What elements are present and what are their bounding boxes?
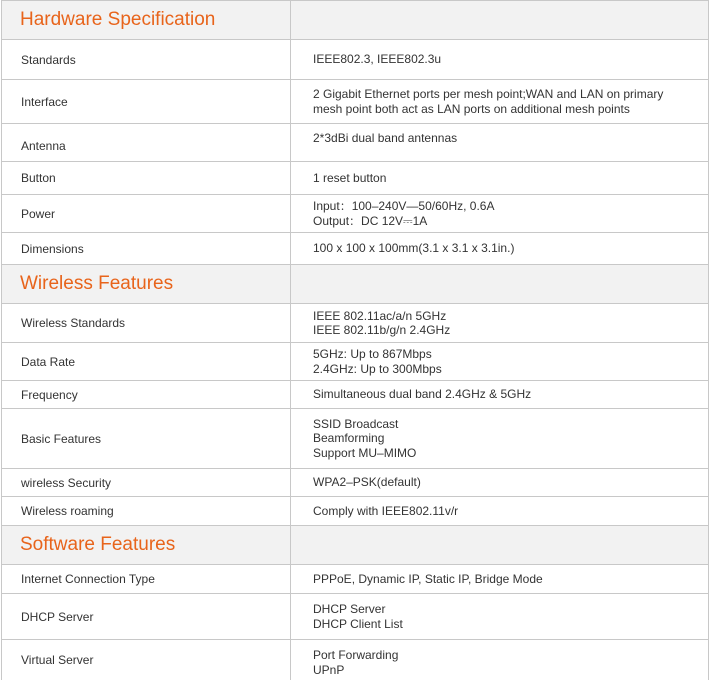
spec-value-line: IEEE 802.11ac/a/n 5GHz [313, 308, 447, 323]
spec-value-line: Support MU–MIMO [313, 445, 417, 460]
spec-value-line: IEEE 802.11b/g/n 2.4GHz [313, 323, 451, 337]
spec-label: Power [2, 195, 291, 232]
spec-row-wireless-standards [1, 304, 709, 343]
spec-label: DHCP Server [2, 594, 291, 639]
spec-value-line: Output：DC 12V⎓1A [313, 213, 428, 228]
spec-label: Interface [2, 80, 291, 123]
section-title: Software Features [2, 526, 291, 564]
section-header-hardware [1, 0, 709, 40]
spec-label: Internet Connection Type [2, 565, 291, 593]
spec-row-dhcp-server [1, 594, 709, 640]
spec-value-line: UPnP [313, 662, 345, 677]
spec-value [291, 124, 708, 161]
spec-label: Dimensions [2, 233, 291, 264]
spec-value-line: 2*3dBi dual band antennas [313, 131, 458, 146]
spec-row-wireless-security [1, 469, 709, 497]
section-header-software [1, 526, 709, 565]
section-blank [291, 1, 708, 39]
spec-label: wireless Security [2, 469, 291, 496]
spec-row-button [1, 162, 709, 195]
spec-label: Wireless Standards [2, 304, 291, 342]
spec-row-virtual-server [1, 640, 709, 680]
spec-value-line: DHCP Client List [313, 616, 403, 631]
spec-value-line: Input：100–240V—50/60Hz, 0.6A [313, 199, 495, 213]
spec-value-line: DHCP Server [313, 602, 386, 616]
spec-value-line: Comply with IEEE802.11v/r [313, 503, 459, 518]
spec-value [291, 233, 708, 264]
spec-value [291, 343, 708, 380]
spec-value [291, 80, 708, 123]
spec-value-line: WPA2–PSK(default) [313, 475, 421, 490]
section-header-wireless [1, 265, 709, 304]
spec-row-dimensions [1, 233, 709, 265]
spec-row-power [1, 195, 709, 233]
spec-value-line: SSID Broadcast [313, 416, 399, 431]
spec-value-line: 1 reset button [313, 170, 387, 185]
spec-value [291, 304, 708, 342]
spec-value [291, 497, 708, 525]
spec-row-standards [1, 40, 709, 80]
spec-label: Antenna [2, 124, 291, 161]
spec-value-line: Simultaneous dual band 2.4GHz & 5GHz [313, 387, 532, 402]
spec-value [291, 195, 708, 232]
spec-row-basic-features [1, 409, 709, 469]
spec-row-frequency [1, 381, 709, 409]
spec-value [291, 565, 708, 593]
spec-value [291, 409, 708, 468]
spec-row-interface [1, 80, 709, 124]
spec-row-data-rate [1, 343, 709, 381]
spec-value-line: IEEE802.3, IEEE802.3u [313, 52, 442, 67]
spec-label: Button [2, 162, 291, 194]
spec-value-line: PPPoE, Dynamic IP, Static IP, Bridge Mode [313, 571, 543, 586]
spec-value-line: 2.4GHz: Up to 300Mbps [313, 361, 442, 376]
spec-value-line: mesh point both act as LAN ports on additional mesh points [313, 101, 630, 116]
spec-table [1, 0, 709, 680]
spec-label: Frequency [2, 381, 291, 408]
spec-row-wireless-roaming [1, 497, 709, 526]
spec-value [291, 640, 708, 680]
spec-value [291, 594, 708, 639]
spec-value-line: Port Forwarding [313, 648, 399, 662]
section-blank [291, 265, 708, 303]
spec-value [291, 381, 708, 408]
spec-label: Wireless roaming [2, 497, 291, 525]
spec-label: Data Rate [2, 343, 291, 380]
spec-value-line: 100 x 100 x 100mm(3.1 x 3.1 x 3.1in.) [313, 241, 515, 256]
spec-label: Standards [2, 40, 291, 79]
spec-row-internet-connection-type [1, 565, 709, 594]
spec-value [291, 162, 708, 194]
spec-value-line: Beamforming [313, 431, 385, 446]
spec-row-antenna [1, 124, 709, 162]
spec-value-line: 5GHz: Up to 867Mbps [313, 347, 432, 361]
section-blank [291, 526, 708, 564]
spec-value [291, 40, 708, 79]
section-title: Hardware Specification [2, 1, 291, 39]
section-title: Wireless Features [2, 265, 291, 303]
spec-label: Basic Features [2, 409, 291, 468]
spec-value-line: 2 Gigabit Ethernet ports per mesh point;WAN and LAN on primary [313, 87, 664, 101]
spec-label: Virtual Server [2, 640, 291, 680]
spec-value [291, 469, 708, 496]
